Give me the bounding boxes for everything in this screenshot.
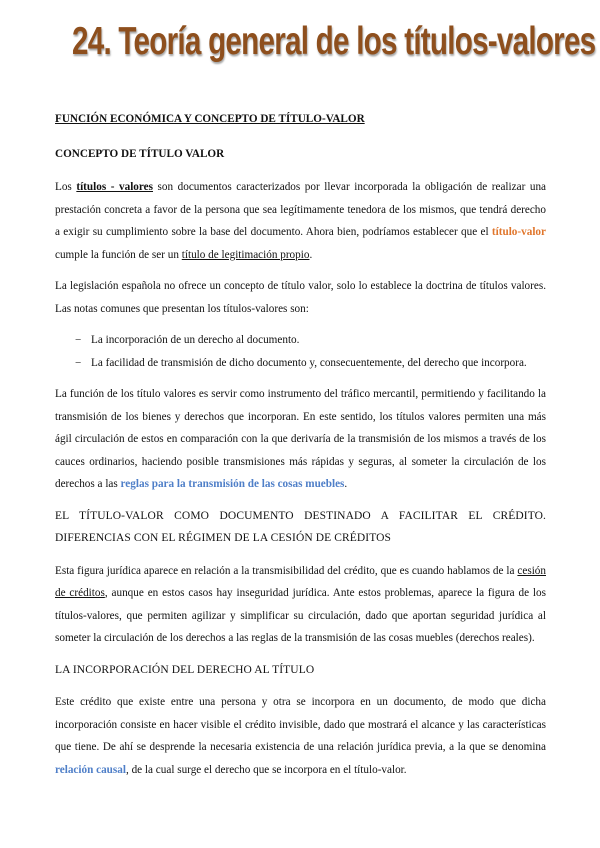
dash-bullet: − — [75, 334, 82, 346]
list-item — [55, 352, 546, 375]
section-heading-incorporacion: LA INCORPORACIÓN DEL DERECHO AL TÍTULO — [55, 663, 315, 676]
list-item-text: La facilidad de transmisión de dicho documento y, consecuentemente, del derecho que incorpora. — [91, 356, 527, 369]
notes-list — [55, 329, 546, 374]
section-heading-credito: EL TÍTULO-VALOR COMO DOCUMENTO DESTINADO A FACILITAR EL CRÉDITO. DIFERENCIAS CON EL RÉGIMEN DE LA CESIÓN DE CRÉDITOS — [55, 509, 546, 544]
list-item-text: La incorporación de un derecho al documento. — [91, 334, 300, 346]
term-relacion-causal: relación causal — [55, 763, 126, 776]
text-run: Esta figura jurídica aparece en relación a la transmisibilidad del crédito, que es cuando hablamos de la — [55, 564, 518, 577]
text-run: , aunque en estos casos hay inseguridad jurídica. Ante estos problemas, aparece la figura de los títulos-valores, que permiten agilizar y simplificar su circulación, dado que aportan seguridad jurídica al someter la circulación de los derechos a las reglas de la transmisión de las cosas muebles (derechos reales). — [55, 587, 546, 644]
text-run: Los — [55, 181, 77, 193]
term-cesion-creditos: cesión de créditos — [55, 564, 546, 599]
text-run: . — [344, 478, 348, 490]
text-run: . — [309, 248, 313, 261]
paragraph-cesion — [55, 560, 546, 650]
term-reglas-cosas-muebles: reglas para la transmisión de las cosas muebles — [120, 478, 345, 490]
subheading-concepto: CONCEPTO DE TÍTULO VALOR — [55, 147, 225, 160]
term-titulo-legitimacion: título de legitimación propio — [181, 248, 310, 261]
text-run: son documentos caracterizados por llevar incorporada la obligación de realizar una prestación concreta a favor de la persona que sea legítimamente tenedora de los mismos, que tendrá derecho a exigir su cumplimiento sobre la base del documento. Ahora bien, podríamos establecer que el — [55, 181, 547, 238]
text-run: , de la cual surge el derecho que se incorpora en el título-valor. — [125, 763, 407, 776]
section-heading-funcion: FUNCIÓN ECONÓMICA Y CONCEPTO DE TÍTULO-VALOR — [55, 113, 365, 125]
paragraph-funcion — [55, 383, 546, 496]
text-run: La función de los título valores es servir como instrumento del tráfico mercantil, permitiendo y facilitando la transmisión de los bienes y derechos que incorporan. En este sentido, los títulos valores permiten una más ágil circulación de estos en comparación con la que derivaría de la transmisión de los mismos a través de los cauces ordinarios, haciendo posible transmisiones más rápidas y seguras, al someter la circulación de los derechos a las — [55, 388, 546, 490]
term-titulo-valor: título-valor — [491, 226, 546, 238]
paragraph-definicion — [55, 176, 546, 266]
paragraph-legislacion: La legislación española no ofrece un concepto de título valor, solo lo establece la doctrina de títulos valores. Las notas comunes que presentan los títulos-valores son: — [55, 280, 546, 315]
dash-bullet: − — [75, 356, 82, 369]
paragraph-incorporacion — [55, 691, 546, 781]
page-title: 24. Teoría general de los títulos-valores — [72, 20, 596, 63]
document-body — [55, 108, 546, 790]
term-titulos-valores: títulos - valores — [76, 181, 153, 193]
list-item — [55, 329, 546, 352]
text-run: Este crédito que existe entre una persona y otra se incorpora en un documento, de modo que dicha incorporación consiste en hacer visible el crédito invisible, dado que mostrará el alcance y las características que tiene. De ahí se desprende la necesaria existencia de una relación jurídica previa, a la que se denomina — [55, 696, 546, 753]
text-run: cumple la función de ser un — [55, 248, 182, 261]
